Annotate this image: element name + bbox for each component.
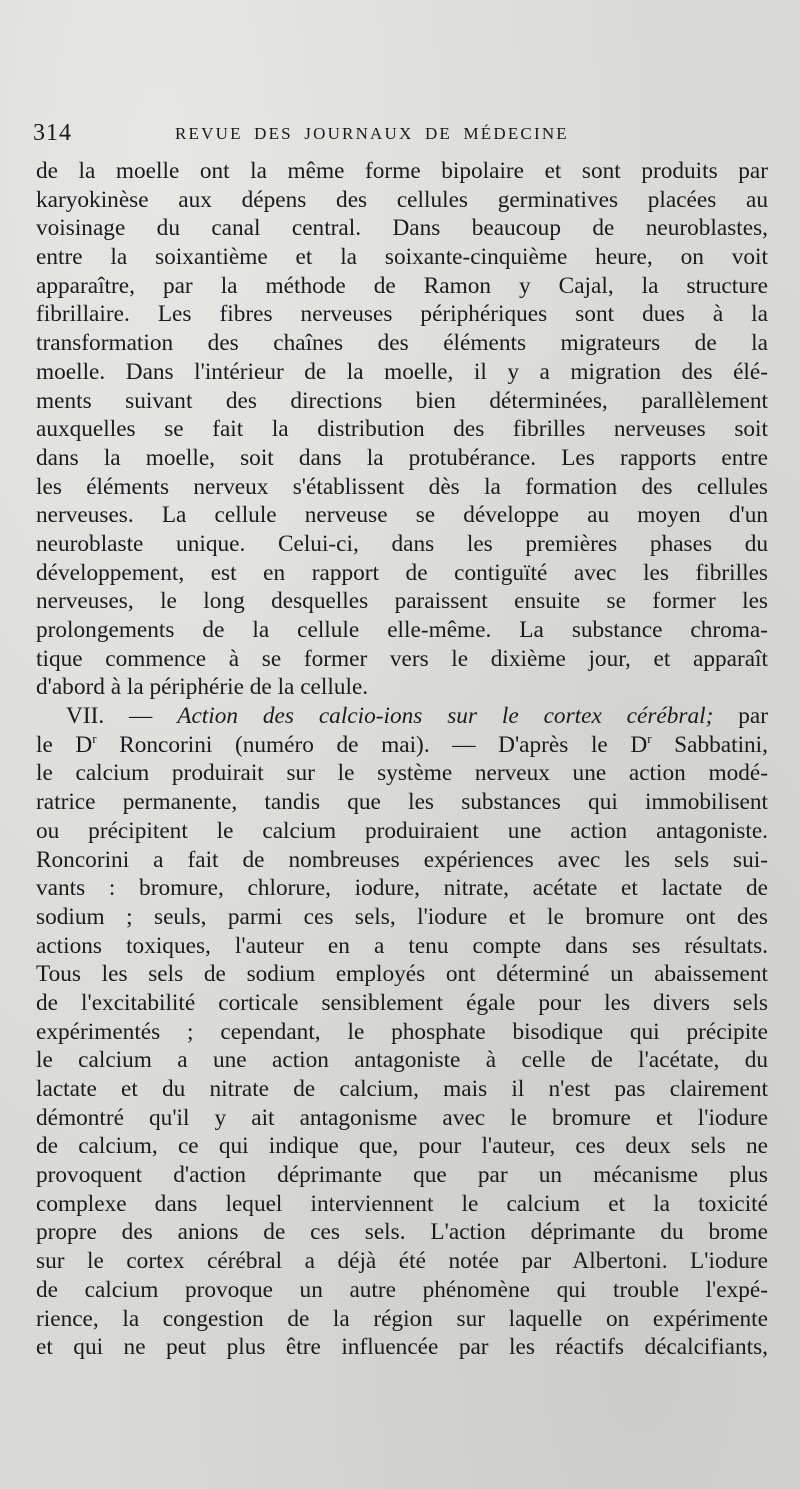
- text-line: Tous les sels de sodium employés ont déterminé un abaissement: [36, 961, 768, 988]
- text-line: de calcium provoque un autre phénomène qui trouble l'expé-: [36, 1276, 768, 1303]
- text-span: le D: [36, 731, 93, 758]
- text-line: tique commence à se former vers le dixième jour, et apparaît: [36, 645, 768, 672]
- text-line: de calcium, ce qui indique que, pour l'auteur, ces deux sels ne: [36, 1133, 768, 1160]
- text-line: karyokinèse aux dépens des cellules germinatives placées au: [36, 186, 768, 213]
- text-line: apparaître, par la méthode de Ramon y Cajal, la structure: [36, 272, 768, 299]
- text-span: Roncorini (numéro de mai). — D'après le D: [96, 731, 648, 758]
- text-line: actions toxiques, l'auteur en a tenu compte dans ses résultats.: [36, 932, 768, 959]
- text-line: entre la soixantième et la soixante-cinquième heure, on voit: [36, 244, 768, 271]
- text-line: auxquelles se fait la distribution des fibrilles nerveuses soit: [36, 416, 768, 443]
- text-line: voisinage du canal central. Dans beaucoup de neuroblastes,: [36, 215, 768, 242]
- text-line: lactate et du nitrate de calcium, mais il n'est pas clairement: [36, 1076, 768, 1102]
- text-line: propre des anions de ces sels. L'action déprimante du brome: [36, 1219, 768, 1246]
- page-number: 314: [33, 120, 72, 146]
- text-line: sur le cortex cérébral a déjà été notée par Albertoni. L'iodure: [36, 1248, 768, 1275]
- superscript: r: [647, 730, 652, 746]
- text-line: dans la moelle, soit dans la protubérance. Les rapports entre: [36, 444, 768, 471]
- text-line: ratrice permanente, tandis que les substances qui immobilisent: [36, 789, 768, 816]
- text-line: moelle. Dans l'intérieur de la moelle, il y a migration des élé-: [36, 358, 768, 385]
- text-line: ments suivant des directions bien déterminées, parallèlement: [36, 387, 768, 414]
- text-line: et qui ne peut plus être influencée par les réactifs décalcifiants,: [36, 1334, 768, 1361]
- article-body: [36, 157, 768, 1362]
- section-heading-line: [36, 702, 768, 731]
- text-line: nerveuses. La cellule nerveuse se développe au moyen d'un: [36, 502, 768, 529]
- text-line: de la moelle ont la même forme bipolaire et sont produits par: [36, 158, 768, 184]
- text-span: Sabbatini,: [651, 731, 768, 758]
- section-heading-tail: par: [713, 703, 768, 730]
- running-head: REVUE DES JOURNAUX DE MÉDECINE: [175, 124, 569, 143]
- text-line: démontré qu'il y ait antagonisme avec le bromure et l'iodure: [36, 1104, 768, 1131]
- text-line: rience, la congestion de la région sur laquelle on expérimente: [36, 1305, 768, 1332]
- text-line: sodium ; seuls, parmi ces sels, l'iodure et le bromure ont des: [36, 903, 768, 930]
- text-line: le calcium a une action antagoniste à celle de l'acétate, du: [36, 1047, 768, 1074]
- text-line: fibrillaire. Les fibres nerveuses périphériques sont dues à la: [36, 301, 768, 328]
- text-line: vants : bromure, chlorure, iodure, nitrate, acétate et lactate de: [36, 875, 768, 902]
- text-line: ou précipitent le calcium produiraient une action antagoniste.: [36, 817, 768, 844]
- text-line: Roncorini a fait de nombreuses expériences avec les sels sui-: [36, 846, 768, 873]
- text-line: complexe dans lequel interviennent le calcium et la toxicité: [36, 1190, 768, 1217]
- page-header: [33, 114, 773, 150]
- text-line: le calcium produirait sur le système nerveux une action modé-: [36, 760, 768, 787]
- text-line: nerveuses, le long desquelles paraissent ensuite se former les: [36, 588, 768, 615]
- text-line: [36, 731, 768, 760]
- text-line: transformation des chaînes des éléments migrateurs de la: [36, 330, 768, 357]
- text-line: développement, est en rapport de contiguïté avec les fibrilles: [36, 559, 768, 586]
- section-number: VII. —: [66, 703, 178, 730]
- text-line: provoquent d'action déprimante que par un mécanisme plus: [36, 1162, 768, 1189]
- text-line: neuroblaste unique. Celui-ci, dans les premières phases du: [36, 530, 768, 557]
- text-line: expérimentés ; cependant, le phosphate bisodique qui précipite: [36, 1018, 768, 1045]
- text-line: prolongements de la cellule elle-même. La substance chroma-: [36, 617, 768, 643]
- text-line: de l'excitabilité corticale sensiblement égale pour les divers sels: [36, 989, 768, 1016]
- text-line: d'abord à la périphérie de la cellule.: [36, 674, 369, 701]
- text-line: les éléments nerveux s'établissent dès la formation des cellules: [36, 473, 768, 500]
- superscript: r: [92, 730, 97, 746]
- section-title: Action des calcio-ions sur le cortex cérébral;: [177, 703, 714, 730]
